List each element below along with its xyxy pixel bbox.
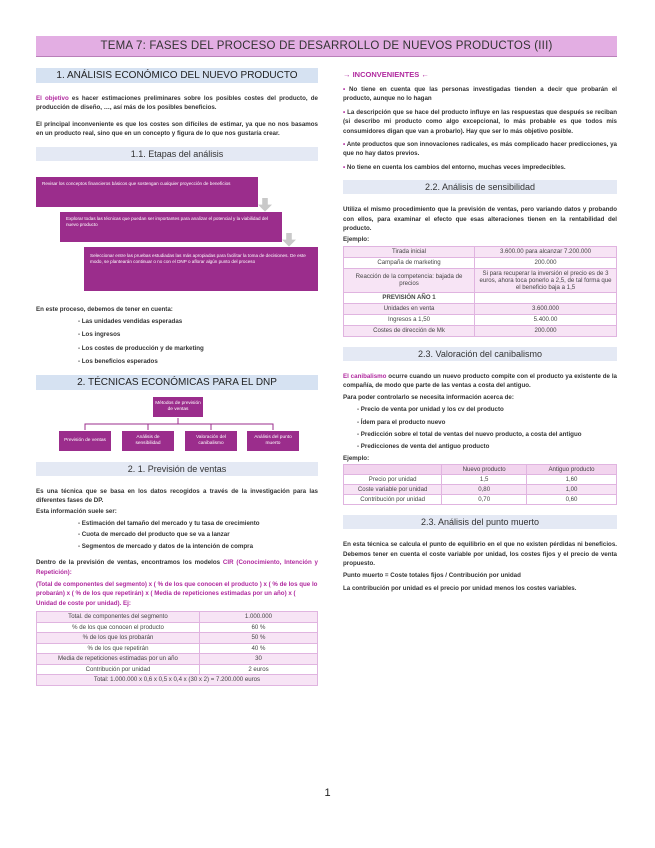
- table-cell: 2 euros: [199, 664, 317, 675]
- example-label: Ejemplo:: [343, 236, 370, 244]
- table-cell: Ingresos a 1,50: [344, 314, 475, 325]
- list-item: - Segmentos de mercado y datos de la intención de compra: [78, 542, 254, 550]
- subsection-heading: 2.3. Análisis del punto muerto: [343, 515, 617, 529]
- subsection-heading: 2. 1. Previsión de ventas: [36, 462, 318, 476]
- table-row: [37, 654, 318, 665]
- table-cell: Total. de componentes del segmento: [37, 612, 200, 623]
- subsection-heading: 2.2. Análisis de sensibilidad: [343, 180, 617, 194]
- table-row: [37, 622, 318, 633]
- table-cell: Tirada inicial: [344, 246, 475, 257]
- inconvenientes-heading: → INCONVENIENTES ←: [343, 70, 429, 79]
- cir-text: Dentro de la previsión de ventas, encontramos los modelos: [36, 559, 223, 567]
- table-row: [37, 633, 318, 644]
- breakeven-paragraph: En esta técnica se calcula el punto de equilibrio en el que no existen pérdidas ni beneficios. Debemos tener en cuenta el coste variable por unidad, los costes fijos y el precio de venta propuesto.: [343, 541, 617, 567]
- bullet-text: Ante productos que son innovaciones radicales, es más complicado hacer predicciones, ya que no hay datos previos.: [343, 141, 617, 158]
- table-cell: Unidades en venta: [344, 303, 475, 314]
- page-number: 1: [324, 787, 331, 799]
- table-row: [344, 292, 617, 303]
- subsection-heading: 2.3. Valoración del canibalismo: [343, 347, 617, 361]
- table-cell: % de los que los probarán: [37, 633, 200, 644]
- cir-paragraph: [36, 558, 318, 577]
- table-cell: 1,60: [527, 475, 617, 485]
- cir-formula: (Total de componentes del segmento) x ( % de los que conocen el producto ) x ( % de los que lo probarán) x ( % de los que repetirán) x ( Media de repeticiones estimadas por un año) x ( Unidad de coste por unidad). Ej:: [36, 580, 318, 607]
- table-row: [344, 325, 617, 336]
- arrow-down-icon: [258, 198, 272, 212]
- table-cell: 30: [199, 654, 317, 665]
- flow-step-1: Revisar los conceptos financieros básicos que sostengan cualquier proyección de beneficios: [36, 177, 258, 207]
- cannibalism-intro: Para poder controlarlo se necesita información acerca de:: [343, 393, 514, 401]
- stages-flow-diagram: [36, 165, 318, 298]
- table-cell: [344, 465, 442, 475]
- list-item: - Predicciones de venta del antiguo producto: [357, 443, 490, 451]
- table-row: [37, 675, 318, 686]
- table-cell: PREVISIÓN AÑO 1: [344, 292, 475, 303]
- section-heading: 2. TÉCNICAS ECONÓMICAS PARA EL DNP: [36, 375, 318, 390]
- table-cell: 0,60: [527, 495, 617, 505]
- table-row: [344, 257, 617, 268]
- table-cell: 60 %: [199, 622, 317, 633]
- table-cell: [475, 292, 617, 303]
- sensitivity-paragraph: Utiliza el mismo procedimiento que la previsión de ventas, pero variando datos y probando con ellos, para examinar el efecto que esas alteraciones tienen en la rentabilidad del producto.: [343, 206, 617, 233]
- table-cell: 0,70: [442, 495, 527, 505]
- table-cell: 200.000: [475, 325, 617, 336]
- list-item: - Cuota de mercado del producto que se va a lanzar: [78, 531, 230, 539]
- right-column: [343, 64, 617, 593]
- table-cell: 1,5: [442, 475, 527, 485]
- cir-table: [36, 611, 318, 686]
- flow-step-3: Seleccionar entre las pruebas estudiadas las más apropiadas para facilitar la toma de decisiones. De este modo, se plantearán continuar o no con el DNP o aflorar algún punto del proceso: [84, 247, 318, 291]
- table-cell: 3.600.00 para alcanzar 7.200.000: [475, 246, 617, 257]
- list-item: - Precio de venta por unidad y los cv del producto: [357, 406, 504, 414]
- table-row: [344, 495, 617, 505]
- table-cell: 1.000.000: [199, 612, 317, 623]
- list-item: - Predicción sobre el total de ventas del nuevo producto, a costa del antiguo: [357, 430, 582, 438]
- left-column: [36, 64, 318, 686]
- table-cell: Reacción de la competencia: bajada de precios: [344, 268, 475, 292]
- cir-highlight: CIR (Conocimiento, Intención y Repetición):: [36, 559, 318, 576]
- cannibalism-table: [343, 464, 617, 505]
- breakeven-paragraph-2: La contribución por unidad es el precio por unidad menos los costes variables.: [343, 584, 577, 592]
- cannibalism-text: ocurre cuando un nuevo producto compite con el producto ya existente de la compañía, de modo que parte de las ventas a costa del antiguo.: [343, 372, 617, 390]
- table-cell: 3.600.000: [475, 303, 617, 314]
- table-cell: % de los que repetirán: [37, 643, 200, 654]
- example-label: Ejemplo:: [343, 454, 370, 462]
- section-heading: 1. ANÁLISIS ECONÓMICO DEL NUEVO PRODUCTO: [36, 68, 318, 83]
- bullet-item: • No tiene en cuenta los cambios del entorno, muchas veces impredecibles.: [343, 163, 566, 171]
- table-cell: Campaña de marketing: [344, 257, 475, 268]
- tree-node: Valoración del canibalismo: [184, 430, 238, 452]
- tree-node: Previsión de ventas: [58, 430, 112, 452]
- list-item: - Los ingresos: [78, 331, 121, 339]
- table-cell: 40 %: [199, 643, 317, 654]
- bullet-item: • No tiene en cuenta que las personas investigadas tienden a decir que probarán el producto, aunque no lo hagan: [343, 86, 617, 103]
- table-row: [344, 475, 617, 485]
- bullet-item: • La descripción que se hace del producto influye en las respuestas que después se reciban (si describo mi producto como algo excepcional, lo más probable es que todos mis consumidores digan que van a probarlo). Hay que ser lo más objetivo posible.: [343, 108, 617, 135]
- table-cell: 50 %: [199, 633, 317, 644]
- forecast-paragraph: Es una técnica que se basa en los datos recogidos a través de la investigación para las diferentes fases de DP.: [36, 487, 318, 505]
- tree-root: Métodos de previsión de ventas: [152, 396, 204, 418]
- tree-node: Análisis del punto muerto: [246, 430, 300, 452]
- methods-tree-diagram: [36, 394, 318, 456]
- table-cell: 5.400.00: [475, 314, 617, 325]
- table-cell: 0,80: [442, 485, 527, 495]
- table-cell: Nuevo producto: [442, 465, 527, 475]
- objective-paragraph: [36, 94, 318, 113]
- bullet-text: No tiene en cuenta que las personas investigadas tienden a decir que probarán el producto, aunque no lo hagan: [343, 86, 617, 103]
- table-row: [344, 268, 617, 292]
- table-cell: 1,00: [527, 485, 617, 495]
- bullet-text: No tiene en cuenta los cambios del entorno, muchas veces impredecibles.: [346, 163, 566, 171]
- sensitivity-table: [343, 246, 617, 337]
- table-cell: Media de repeticiones estimadas por un año: [37, 654, 200, 665]
- table-cell: % de los que conocen el producto: [37, 622, 200, 633]
- list-item: - Las unidades vendidas esperadas: [78, 318, 183, 326]
- forecast-info-intro: Esta información suele ser:: [36, 508, 117, 516]
- table-header-row: [344, 465, 617, 475]
- cannibalism-paragraph: [343, 372, 617, 391]
- table-row: [344, 303, 617, 314]
- list-item: - Los costes de producción y de marketing: [78, 344, 204, 352]
- cannibalism-highlight: El canibalismo: [343, 372, 387, 380]
- table-cell: Contribución por unidad: [344, 495, 442, 505]
- arrow-down-icon: [282, 233, 296, 247]
- tree-node: Análisis de sensibilidad: [121, 430, 175, 452]
- inconvenience-paragraph: El principal inconveniente es que los costes son difíciles de estimar, ya que no nos basamos en un producto real, sino que en un concepto y figura de lo que nos gustaría crear.: [36, 120, 318, 138]
- bullet-item: • Ante productos que son innovaciones radicales, es más complicado hacer predicciones, ya que no hay datos previos.: [343, 141, 617, 158]
- table-cell: Precio por unidad: [344, 475, 442, 485]
- page-title: TEMA 7: FASES DEL PROCESO DE DESARROLLO DE NUEVOS PRODUCTOS (III): [36, 36, 617, 57]
- table-total: Total: 1.000.000 x 0,6 x 0,5 x 0,4 x (30 x 2) = 7.200.000 euros: [37, 675, 318, 686]
- flow-step-2: Explorar todas las técnicas que puedan ser importantes para analizar el potencial y la viabilidad del nuevo producto: [60, 212, 282, 242]
- table-cell: Si para recuperar la inversión el precio es de 3 euros, ahora toca ponerlo a 2,5, de tal forma que el beneficio baja a 1,5: [475, 268, 617, 292]
- bullet-text: La descripción que se hace del producto influye en las respuestas que después se reciban (si describo mi producto como algo excepcional, lo más probable es que todos mis consumidores digan que van a probarlo). Hay que ser lo más objetivo posible.: [343, 108, 617, 135]
- list-item: - Ídem para el producto nuevo: [357, 418, 446, 426]
- table-row: [344, 246, 617, 257]
- table-cell: Costes de dirección de Mk: [344, 325, 475, 336]
- objective-highlight: El objetivo: [36, 95, 69, 102]
- table-row: [37, 664, 318, 675]
- subsection-heading: 1.1. Etapas del análisis: [36, 147, 318, 161]
- table-cell: 200.000: [475, 257, 617, 268]
- table-row: [344, 485, 617, 495]
- process-intro: En este proceso, debemos de tener en cuenta:: [36, 305, 173, 313]
- table-cell: Antiguo producto: [527, 465, 617, 475]
- table-row: [37, 612, 318, 623]
- breakeven-formula: Punto muerto = Coste totales fijos / Contribución por unidad: [343, 572, 521, 580]
- table-cell: Contribución por unidad: [37, 664, 200, 675]
- table-row: [344, 314, 617, 325]
- list-item: - Los beneficios esperados: [78, 358, 158, 366]
- table-cell: Coste variable por unidad: [344, 485, 442, 495]
- objective-text: es hacer estimaciones preliminares sobre los posibles costes del producto, de producción de diseño, …, así más de los posibles beneficios.: [36, 95, 318, 112]
- table-row: [37, 643, 318, 654]
- list-item: - Estimación del tamaño del mercado y tu tasa de crecimiento: [78, 519, 260, 527]
